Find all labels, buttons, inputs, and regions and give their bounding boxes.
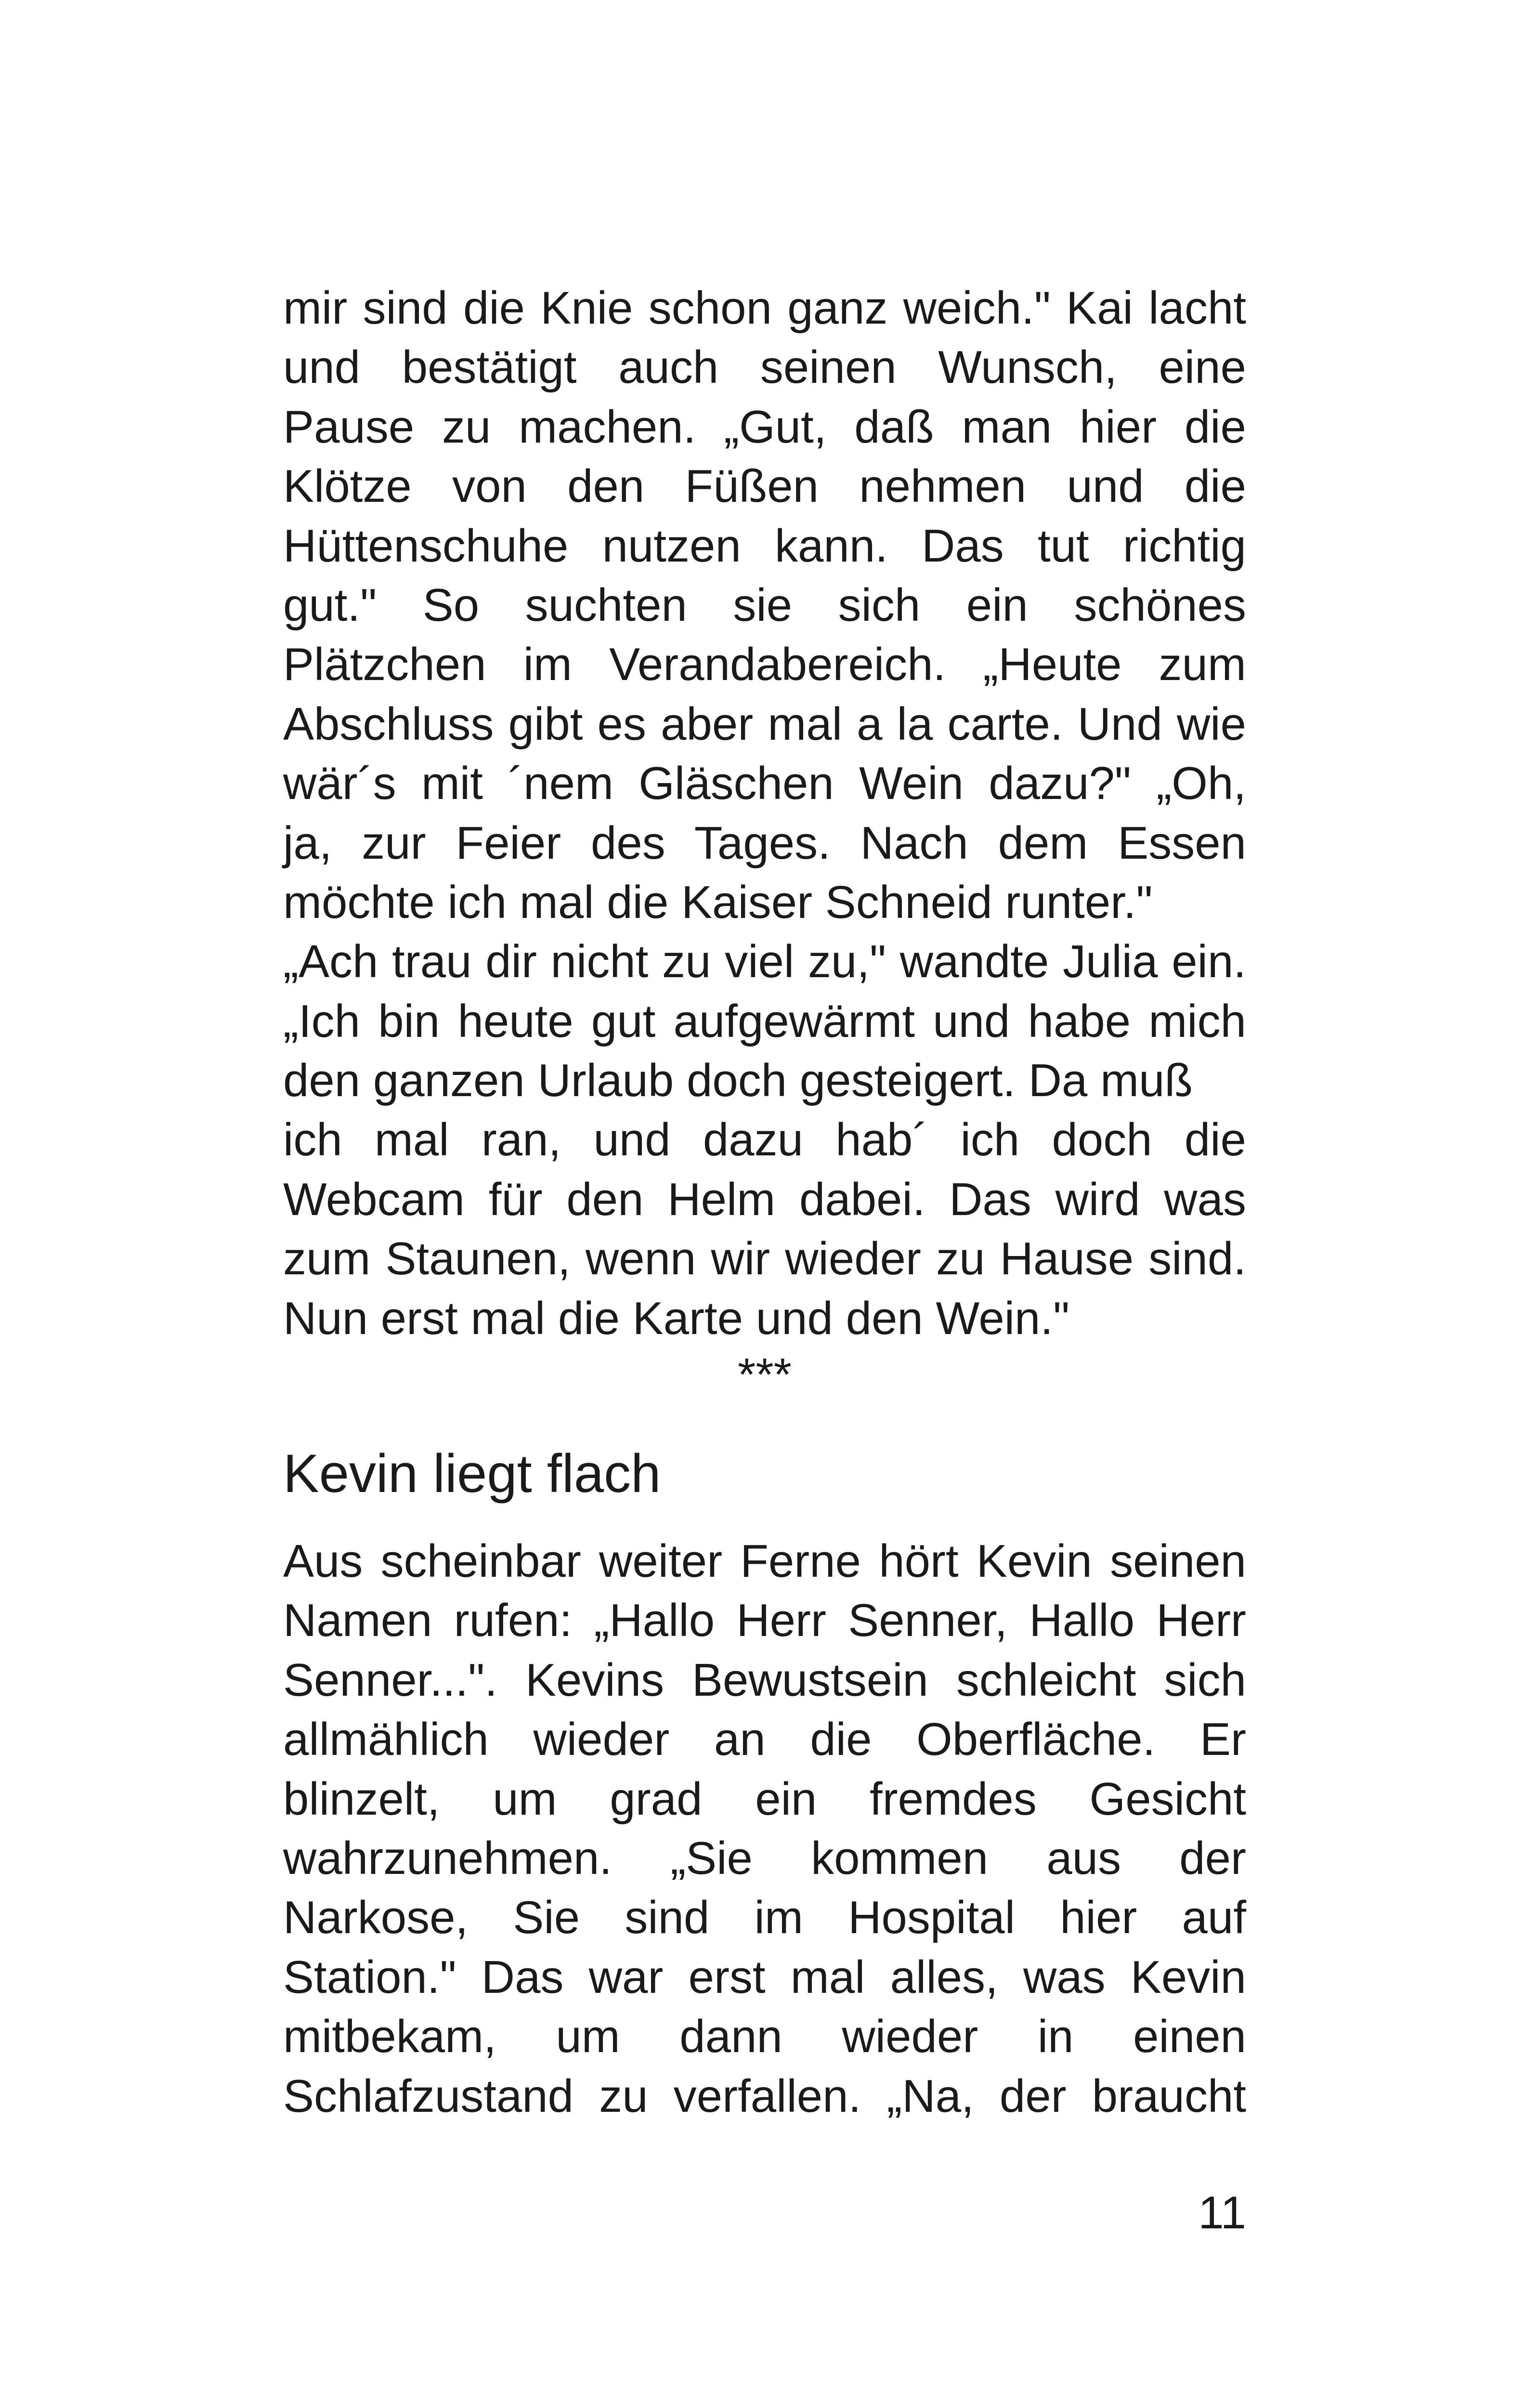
text-line: ja, zur Feier des Tages. Nach dem Essen	[283, 817, 1246, 869]
text-line: Senner...". Kevins Bewustsein schleicht sich	[283, 1654, 1246, 1706]
text-line: Plätzchen im Verandabereich. „Heute zum	[283, 639, 1246, 691]
text-line: Klötze von den Füßen nehmen und die	[283, 460, 1246, 512]
text-line: den ganzen Urlaub doch gesteigert. Da muß	[283, 1055, 1193, 1107]
text-line: Schlafzustand zu verfallen. „Na, der braucht	[283, 2070, 1246, 2122]
text-line: möchte ich mal die Kaiser Schneid runter."	[283, 876, 1153, 928]
text-line: ich mal ran, und dazu hab´ ich doch die	[283, 1114, 1246, 1166]
paragraph-text	[283, 1531, 1246, 2126]
text-line: Station." Das war erst mal alles, was Kevin	[283, 1951, 1246, 2003]
text-line: Webcam für den Helm dabei. Das wird was	[283, 1173, 1246, 1225]
text-line: zum Staunen, wenn wir wieder zu Hause sind.	[283, 1233, 1246, 1285]
text-line: gut." So suchten sie sich ein schönes	[283, 579, 1246, 631]
section-heading: Kevin liegt flach	[283, 1443, 661, 1504]
text-line: allmählich wieder an die Oberfläche. Er	[283, 1714, 1246, 1766]
paragraph-continued	[283, 278, 1246, 1348]
text-line: Namen rufen: „Hallo Herr Senner, Hallo Herr	[283, 1595, 1246, 1647]
text-line: und bestätigt auch seinen Wunsch, eine	[283, 341, 1246, 393]
text-line: Abschluss gibt es aber mal a la carte. Und wie	[283, 698, 1246, 750]
text-line: Pause zu machen. „Gut, daß man hier die	[283, 401, 1246, 453]
text-line: Nun erst mal die Karte und den Wein."	[283, 1292, 1070, 1344]
text-line: Hüttenschuhe nutzen kann. Das tut richtig	[283, 520, 1246, 572]
text-line: wahrzunehmen. „Sie kommen aus der	[283, 1832, 1246, 1884]
paragraph-section	[283, 1531, 1246, 2126]
paragraph-text	[283, 278, 1246, 1348]
text-line: mitbekam, um dann wieder in einen	[283, 2011, 1246, 2063]
text-line: wär´s mit ´nem Gläschen Wein dazu?" „Oh,	[283, 758, 1246, 810]
text-line: mir sind die Knie schon ganz weich." Kai lacht	[283, 282, 1246, 334]
text-line: „Ich bin heute gut aufgewärmt und habe mich	[283, 995, 1246, 1047]
text-line: „Ach trau dir nicht zu viel zu," wandte Julia ein.	[283, 936, 1246, 988]
text-line: blinzelt, um grad ein fremdes Gesicht	[283, 1773, 1246, 1825]
text-line: Narkose, Sie sind im Hospital hier auf	[283, 1892, 1246, 1944]
section-separator: ***	[737, 1349, 792, 1400]
page-number: 11	[1198, 2187, 1246, 2238]
text-line: Aus scheinbar weiter Ferne hört Kevin seinen	[283, 1535, 1246, 1587]
